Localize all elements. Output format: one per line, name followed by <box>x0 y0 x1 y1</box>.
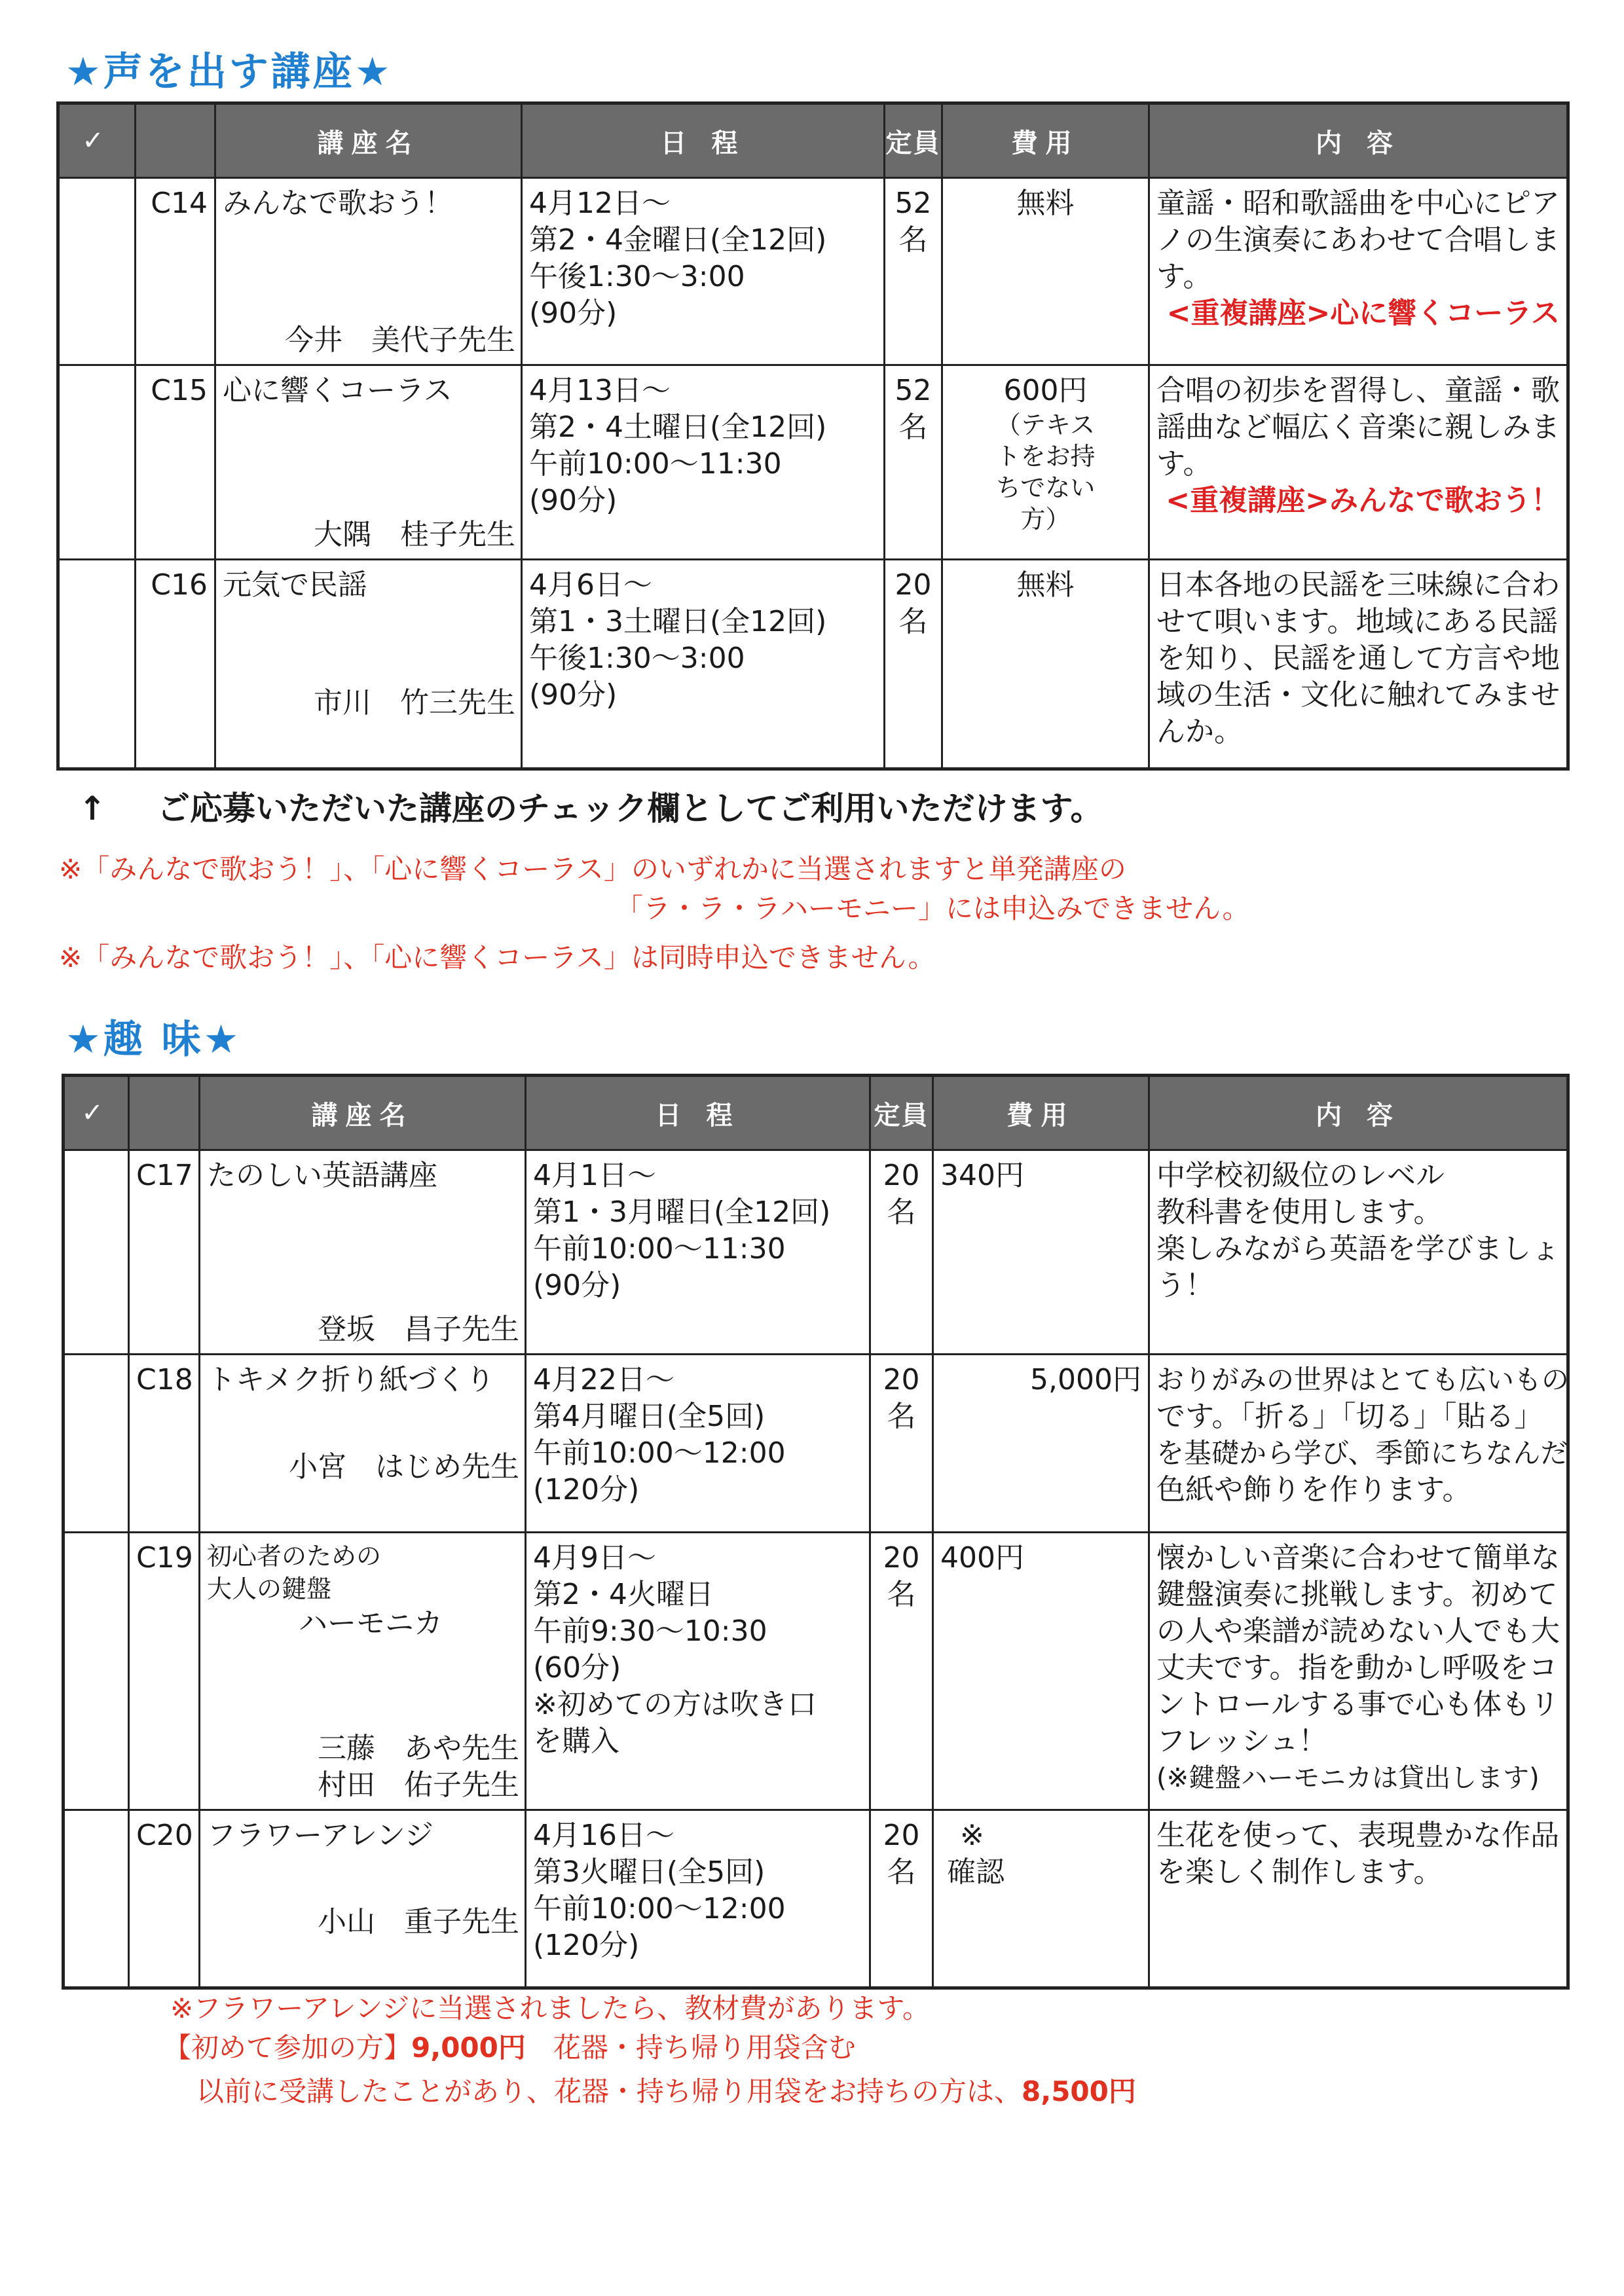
fee-note-line: トをお持 <box>995 442 1096 471</box>
course-name-cell <box>200 1533 526 1810</box>
fee-line: ※ <box>960 1819 984 1852</box>
fee-note-line: 方） <box>1020 505 1071 534</box>
check-box[interactable] <box>64 1355 129 1533</box>
check-column-note <box>79 782 1103 829</box>
content-line: の人や楽譜が読めない人でも大 <box>1156 1614 1560 1648</box>
schedule-line: 4月6日～ <box>529 568 652 602</box>
schedule-line: 午前10:00～12:00 <box>533 1436 786 1470</box>
fee-column-header: 費用 <box>933 1076 1149 1150</box>
schedule-line: 4月1日～ <box>533 1159 656 1192</box>
content-line: です。「折る」「切る」「貼る」 <box>1156 1400 1543 1433</box>
fee-column-header: 費用 <box>942 103 1149 178</box>
schedule-line: 4月22日～ <box>533 1363 674 1396</box>
notice-line: 「ラ・ラ・ラハーモニー」には申込みできません。 <box>616 892 1250 924</box>
schedule-line: 第4月曜日(全5回) <box>533 1400 766 1433</box>
check-column-header: ✓ <box>64 1076 129 1150</box>
schedule-line: 4月13日～ <box>529 374 671 407</box>
content-line: 楽しみながら英語を学びましょ <box>1156 1232 1560 1266</box>
capacity: 52名 <box>885 178 942 365</box>
check-box[interactable] <box>64 1810 129 1988</box>
content-line: 日本各地の民謡を三味線に合わ <box>1156 568 1560 602</box>
content-line: 謡曲など幅広く音楽に親しみま <box>1156 410 1560 444</box>
content-line: 色紙や飾りを作ります。 <box>1156 1473 1471 1506</box>
content-column-header: 内 容 <box>1149 103 1568 178</box>
code-column-header <box>129 1076 200 1150</box>
capacity: 20名 <box>885 560 942 769</box>
course-name-line: 初心者のための <box>207 1542 382 1571</box>
content-line: 童謡・昭和歌謡曲を中心にピア <box>1156 187 1560 220</box>
course-name-cell <box>215 560 522 769</box>
course-name-line: 大人の鍵盤 <box>207 1575 332 1603</box>
course-name: 元気で民謡 <box>223 568 367 602</box>
schedule-line: 第3火曜日(全5回) <box>533 1855 766 1889</box>
schedule-line: 第2・4土曜日(全12回) <box>529 410 827 444</box>
schedule-line: 第1・3月曜日(全12回) <box>533 1195 831 1229</box>
teacher-name: 小山 重子先生 <box>318 1905 519 1939</box>
price: 9,000円 <box>411 2032 526 2064</box>
schedule-line: 第2・4火曜日 <box>533 1578 714 1611</box>
course-name: フラワーアレンジ <box>207 1819 434 1852</box>
fee-note-line: ちでない <box>995 473 1096 502</box>
schedule-line: (90分) <box>529 484 618 517</box>
capacity: 20名 <box>870 1150 933 1355</box>
fee-cell <box>933 1810 1149 1988</box>
teacher-name: 村田 佑子先生 <box>318 1768 519 1802</box>
table-row <box>64 1810 1568 1988</box>
content-cell <box>1149 1355 1568 1533</box>
check-box[interactable] <box>64 1533 129 1810</box>
schedule-line: を購入 <box>533 1724 619 1758</box>
content-cell <box>1149 178 1568 365</box>
notice-line: ※「みんなで歌おう！」、「心に響くコーラス」は同時申込できません。 <box>59 941 936 974</box>
capacity: 20名 <box>870 1810 933 1988</box>
schedule-cell <box>522 178 885 365</box>
schedule-cell <box>526 1355 870 1533</box>
course-name: トキメク折り紙づくり <box>207 1363 495 1396</box>
content-line: 合唱の初歩を習得し、童謡・歌 <box>1156 374 1560 407</box>
content-line: を知り、民謡を通して方言や地 <box>1156 642 1560 675</box>
section-title-voice: ★声を出す講座★ <box>65 49 393 95</box>
content-column-header: 内 容 <box>1149 1076 1568 1150</box>
content-line: を基礎から学び、季節にちなんだ <box>1156 1437 1568 1469</box>
course-code: C16 <box>136 560 215 769</box>
content-line: う！ <box>1156 1269 1214 1302</box>
content-line: を楽しく制作します。 <box>1156 1855 1443 1889</box>
content-line: ノの生演奏にあわせて合唱しま <box>1156 223 1560 257</box>
content-line: す。 <box>1156 447 1212 481</box>
capacity: 20名 <box>870 1533 933 1810</box>
content-line: す。 <box>1156 260 1212 293</box>
capacity-column-header: 定員 <box>870 1076 933 1150</box>
table-row <box>58 178 1568 365</box>
course-table-voice <box>56 101 1570 771</box>
schedule-line: (90分) <box>529 297 618 330</box>
schedule-line: 4月9日～ <box>533 1541 656 1575</box>
table-row <box>64 1355 1568 1533</box>
content-line: せて唄います。地域にある民謡 <box>1156 605 1558 638</box>
course-name: 心に響くコーラス <box>223 374 452 407</box>
course-code: C15 <box>136 365 215 560</box>
table-row <box>64 1150 1568 1355</box>
check-column-note-text: ご応募いただいた講座のチェック欄としてご利用いただけます。 <box>157 790 1103 828</box>
teacher-name: 大隅 桂子先生 <box>314 518 515 551</box>
capacity: 52名 <box>885 365 942 560</box>
course-name: みんなで歌おう！ <box>223 187 453 220</box>
teacher-name: 登坂 昌子先生 <box>318 1313 519 1346</box>
course-table-hobby <box>62 1074 1570 1990</box>
teacher-name: 小宮 はじめ先生 <box>289 1450 519 1484</box>
price: 8,500円 <box>1022 2075 1136 2107</box>
table-row <box>58 365 1568 560</box>
up-arrow-icon: ↑ <box>79 790 106 828</box>
schedule-line: 第1・3土曜日(全12回) <box>529 605 827 638</box>
notice-label: 【初めて参加の方】 <box>164 2032 412 2064</box>
schedule-line: ※初めての方は吹き口 <box>533 1688 817 1721</box>
content-line: 域の生活・文化に触れてみませ <box>1156 678 1560 712</box>
schedule-line: 午前10:00～11:30 <box>533 1232 786 1266</box>
schedule-column-header: 日 程 <box>522 103 885 178</box>
fee: 無料 <box>942 178 1149 365</box>
section-title-hobby: ★趣 味★ <box>65 1017 242 1063</box>
schedule-line: (60分) <box>533 1651 621 1685</box>
course-code: C17 <box>129 1150 200 1355</box>
schedule-line: 午前9:30～10:30 <box>533 1614 767 1648</box>
course-code: C18 <box>129 1355 200 1533</box>
schedule-cell <box>526 1533 870 1810</box>
course-name-cell <box>200 1810 526 1988</box>
notice-line: ※「みんなで歌おう！」、「心に響くコーラス」のいずれかに当選されますと単発講座の <box>59 853 1126 885</box>
fee-line: 確認 <box>947 1855 1005 1889</box>
schedule-line: 午後1:30～3:00 <box>529 642 745 675</box>
course-name-cell <box>200 1355 526 1533</box>
content-line: フレッシュ！ <box>1156 1724 1327 1758</box>
fee-cell <box>942 365 1149 560</box>
content-cell <box>1149 560 1568 769</box>
name-column-header: 講座名 <box>215 103 522 178</box>
content-line: 教科書を使用します。 <box>1156 1195 1443 1229</box>
fee: 600円 <box>1003 374 1088 407</box>
teacher-name: 市川 竹三先生 <box>314 686 515 720</box>
table-row <box>58 560 1568 769</box>
table-header-row <box>64 1076 1568 1150</box>
schedule-column-header: 日 程 <box>526 1076 870 1150</box>
schedule-line: 午前10:00～12:00 <box>533 1892 786 1925</box>
content-cell <box>1149 1150 1568 1355</box>
fee: 400円 <box>933 1533 1149 1810</box>
code-column-header <box>136 103 215 178</box>
schedule-line: (90分) <box>533 1269 621 1302</box>
notice-text: 以前に受講したことがあり、花器・持ち帰り用袋をお持ちの方は、 <box>196 2075 1022 2107</box>
notice-line <box>196 2070 1136 2109</box>
schedule-line: 4月16日～ <box>533 1819 674 1852</box>
course-name-line: ハーモニカ <box>299 1607 443 1640</box>
check-column-header: ✓ <box>58 103 136 178</box>
course-name-cell <box>215 178 522 365</box>
content-cell <box>1149 365 1568 560</box>
course-name-cell <box>200 1150 526 1355</box>
fee: 340円 <box>933 1150 1149 1355</box>
schedule-cell <box>522 560 885 769</box>
check-box[interactable] <box>58 560 136 769</box>
schedule-cell <box>526 1150 870 1355</box>
schedule-line: 午後1:30～3:00 <box>529 260 745 293</box>
course-code: C20 <box>129 1810 200 1988</box>
content-note: (※鍵盤ハーモニカは貸出します) <box>1156 1763 1540 1793</box>
duplicate-course-note: <重複講座>みんなで歌おう！ <box>1166 484 1560 517</box>
content-line: 鍵盤演奏に挑戦します。初めて <box>1156 1578 1558 1611</box>
fee-note-line: （テキス <box>995 410 1096 439</box>
check-box[interactable] <box>58 365 136 560</box>
content-line: 中学校初級位のレベル <box>1156 1159 1445 1192</box>
schedule-line: 午前10:00～11:30 <box>529 447 782 481</box>
content-line: ントロールする事で心も体もリ <box>1156 1688 1560 1721</box>
schedule-line: (120分) <box>533 1929 640 1962</box>
content-line: 丈夫です。指を動かし呼吸をコ <box>1156 1651 1558 1685</box>
content-line: おりがみの世界はとても広いもの <box>1156 1364 1570 1396</box>
teacher-name: 今井 美代子先生 <box>285 323 515 357</box>
capacity-column-header: 定員 <box>885 103 942 178</box>
schedule-cell <box>526 1810 870 1988</box>
content-cell <box>1149 1810 1568 1988</box>
content-line: 懐かしい音楽に合わせて簡単な <box>1156 1541 1560 1575</box>
notice-line <box>164 2026 856 2066</box>
course-name-cell <box>215 365 522 560</box>
schedule-line: (120分) <box>533 1473 640 1506</box>
table-row <box>64 1533 1568 1810</box>
fee: 5,000円 <box>933 1355 1149 1533</box>
course-name: たのしい英語講座 <box>207 1159 437 1192</box>
schedule-cell <box>522 365 885 560</box>
name-column-header: 講座名 <box>200 1076 526 1150</box>
duplicate-course-note: <重複講座>心に響くコーラス <box>1166 297 1560 330</box>
content-cell <box>1149 1533 1568 1810</box>
notice-text: 花器・持ち帰り用袋含む <box>525 2032 856 2064</box>
table-header-row <box>58 103 1568 178</box>
capacity: 20名 <box>870 1355 933 1533</box>
content-line: んか。 <box>1156 715 1243 748</box>
check-box[interactable] <box>58 178 136 365</box>
course-code: C19 <box>129 1533 200 1810</box>
schedule-line: 4月12日～ <box>529 187 671 220</box>
check-box[interactable] <box>64 1150 129 1355</box>
teacher-name: 三藤 あや先生 <box>318 1732 519 1765</box>
course-code: C14 <box>136 178 215 365</box>
teacher-names <box>318 1730 519 1804</box>
content-line: 生花を使って、表現豊かな作品 <box>1156 1819 1560 1852</box>
notice-line: ※フラワーアレンジに当選されましたら、教材費があります。 <box>170 1992 930 2024</box>
fee: 無料 <box>942 560 1149 769</box>
schedule-line: (90分) <box>529 678 618 712</box>
schedule-line: 第2・4金曜日(全12回) <box>529 223 827 257</box>
